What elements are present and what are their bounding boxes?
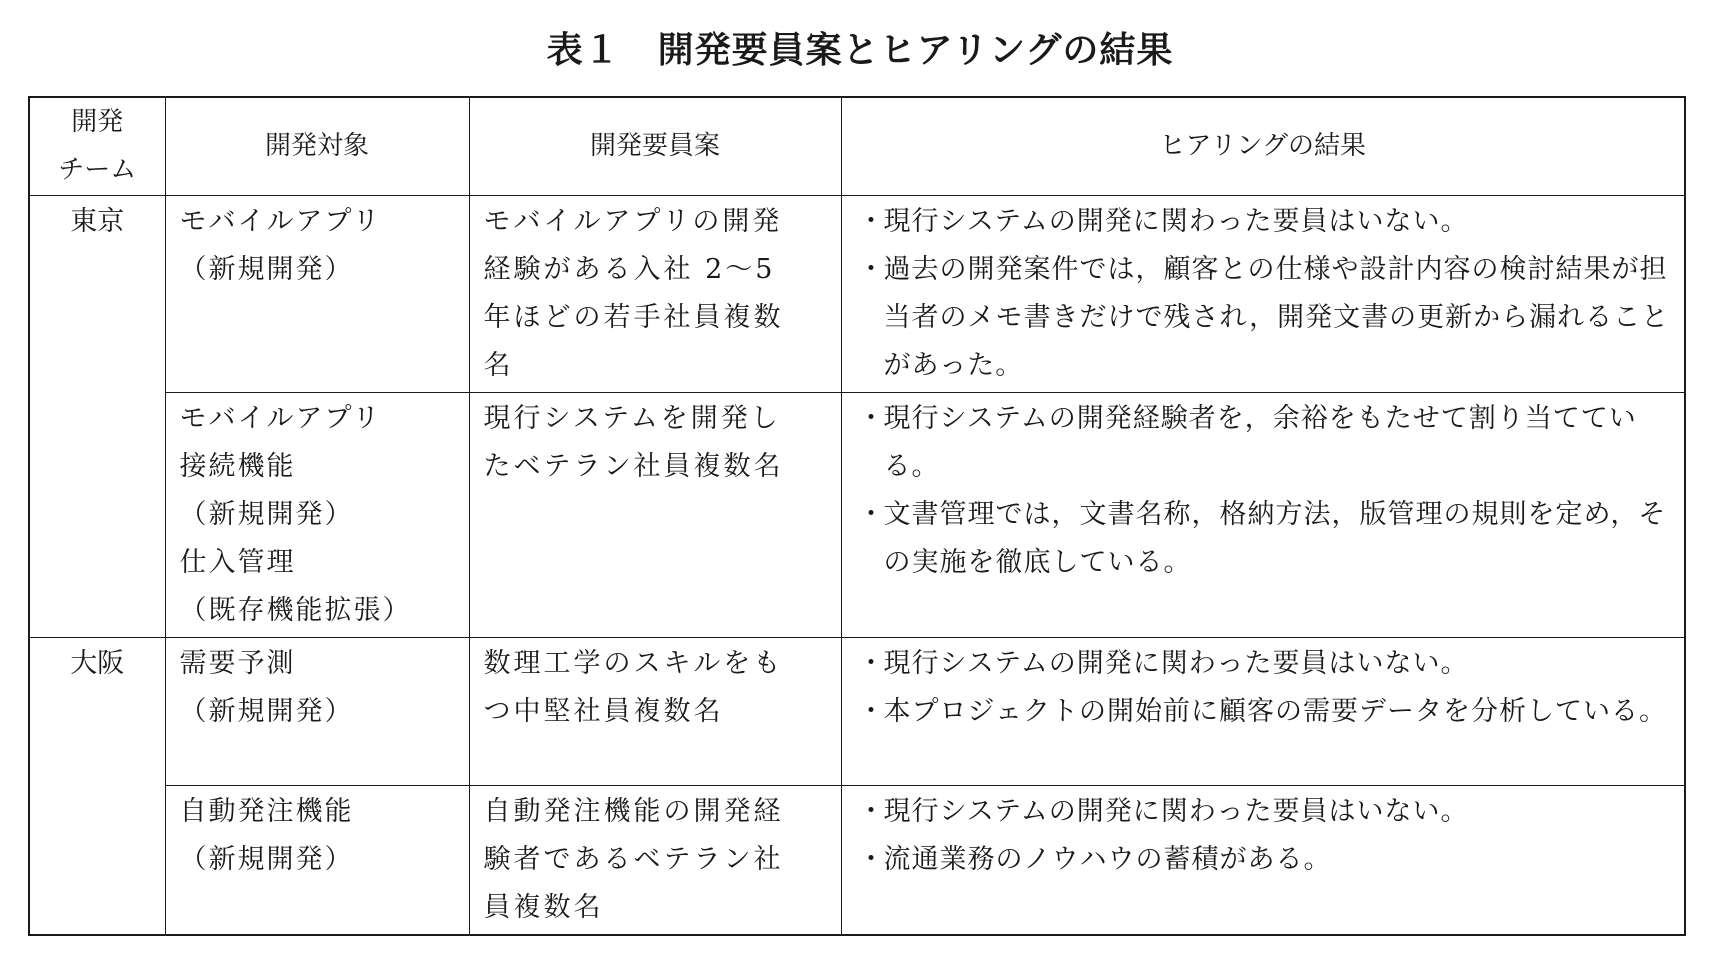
- team-cell-osaka: 大阪: [29, 637, 165, 935]
- target-cell: [165, 785, 469, 935]
- result-item: ・ 現行システムの開発に関わった要員はいない。: [858, 198, 1673, 246]
- staffing-table: [28, 96, 1686, 936]
- staff-cell: [469, 392, 841, 637]
- target-line: （新規開発）: [179, 253, 354, 285]
- result-item: ・ 現行システムの開発に関わった要員はいない。: [858, 788, 1673, 836]
- result-item: ・ 本プロジェクトの開始前に顧客の需要データを分析している。: [858, 688, 1673, 736]
- target-cell: [165, 637, 469, 785]
- staff-line: 数理工学のスキルをも: [483, 647, 784, 679]
- results-cell: [841, 637, 1685, 785]
- target-cell: [165, 195, 469, 392]
- table-row: [29, 195, 1685, 392]
- header-team-line-1: 開発: [71, 107, 124, 138]
- header-staff: 開発要員案: [469, 97, 841, 195]
- target-line: 仕入管理: [179, 546, 296, 578]
- target-cell: [165, 392, 469, 637]
- target-line: モバイルアプリ: [179, 205, 382, 237]
- target-line: 自動発注機能: [179, 795, 354, 827]
- staff-line: 名: [483, 349, 514, 381]
- table-row: [29, 637, 1685, 785]
- result-item: ・ 現行システムの開発に関わった要員はいない。: [858, 640, 1673, 688]
- header-row: [29, 97, 1685, 195]
- result-item: ・ 現行システムの開発経験者を，余裕をもたせて割り当てている。: [858, 395, 1673, 491]
- target-line: （新規開発）: [179, 843, 354, 875]
- staff-line: 現行システムを開発し: [483, 402, 781, 434]
- target-line: 需要予測: [179, 647, 296, 679]
- results-cell: [841, 195, 1685, 392]
- header-team-line-2: チーム: [58, 155, 137, 186]
- staff-line: つ中堅社員複数名: [483, 695, 724, 727]
- result-item: ・ 過去の開発案件では，顧客との仕様や設計内容の検討結果が担当者のメモ書きだけで残され，開発文書の更新から漏れることがあった。: [858, 246, 1673, 390]
- results-cell: [841, 392, 1685, 637]
- staff-line: 験者であるベテラン社: [483, 843, 784, 875]
- staff-line: 経験がある入社 2～5: [483, 253, 776, 285]
- table-title: 表１ 開発要員案とヒアリングの結果: [546, 30, 1174, 71]
- header-team: [29, 97, 165, 195]
- result-item: ・ 流通業務のノウハウの蓄積がある。: [858, 836, 1673, 884]
- target-line: モバイルアプリ: [179, 402, 382, 434]
- target-line: 接続機能: [179, 450, 296, 482]
- header-target: 開発対象: [165, 97, 469, 195]
- staff-line: 年ほどの若手社員複数: [483, 301, 784, 333]
- staff-line: 員複数名: [483, 891, 604, 923]
- staff-cell: [469, 785, 841, 935]
- target-line: （新規開発）: [179, 498, 354, 530]
- header-results: ヒアリングの結果: [841, 97, 1685, 195]
- table-row: [29, 785, 1685, 935]
- staff-line: たベテラン社員複数名: [483, 450, 784, 482]
- results-cell: [841, 785, 1685, 935]
- target-line: （新規開発）: [179, 695, 354, 727]
- staff-cell: [469, 637, 841, 785]
- staff-line: 自動発注機能の開発経: [483, 795, 784, 827]
- team-cell-tokyo: 東京: [29, 195, 165, 637]
- result-item: ・ 文書管理では，文書名称，格納方法，版管理の規則を定め，その実施を徹底している。: [858, 491, 1673, 587]
- target-line: （既存機能拡張）: [179, 594, 412, 626]
- staff-line: モバイルアプリの開発: [483, 205, 783, 237]
- table-row: [29, 392, 1685, 637]
- staff-cell: [469, 195, 841, 392]
